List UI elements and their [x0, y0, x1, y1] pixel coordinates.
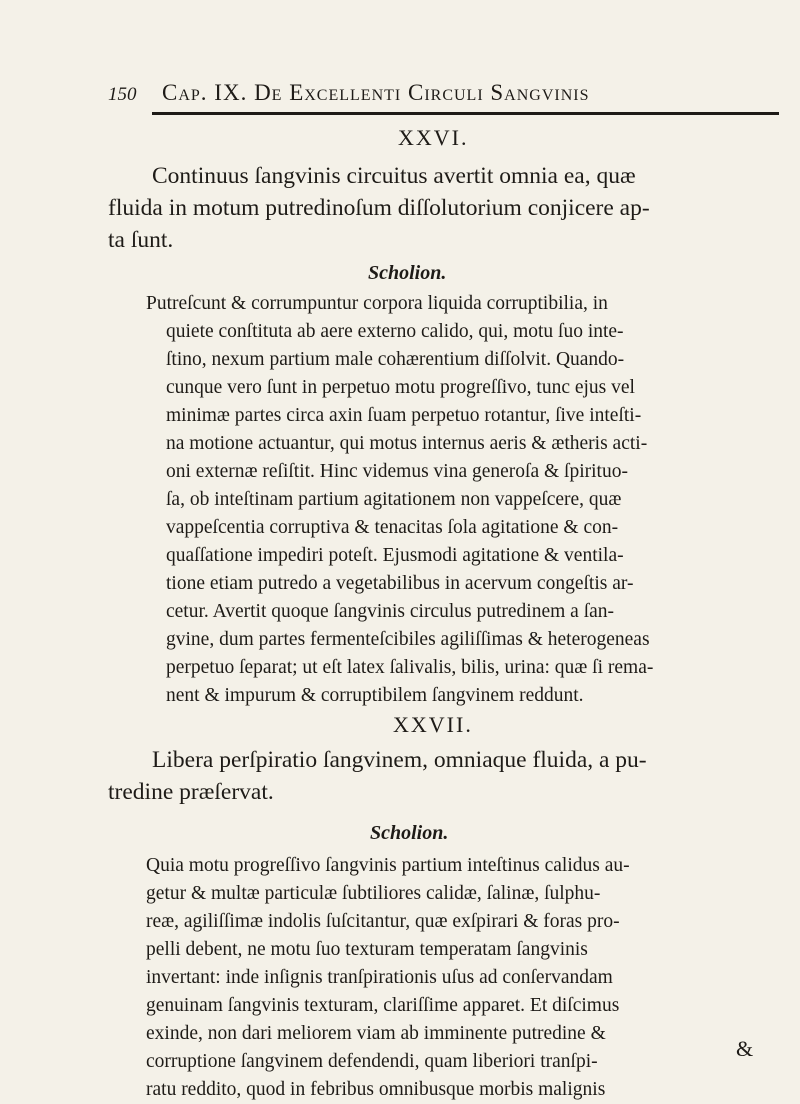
scholion-line: vappeſcentia corruptiva & tenacitas ſola agitatione & con- — [166, 517, 619, 538]
running-head — [108, 80, 778, 116]
scholion-line: pelli debent, ne motu ſuo texturam temperatam ſangvinis — [146, 939, 588, 960]
catchword: & — [736, 1036, 754, 1061]
header-rule — [152, 112, 779, 115]
chapter-title: Cap. IX. De Excellenti Circuli Sangvinis — [162, 80, 590, 105]
scholion-line: ſa, ob inteſtinam partium agitationem non vappeſcere, quæ — [166, 489, 622, 510]
scholion-line: tione etiam putredo a vegetabilibus in acervum congeſtis ar- — [166, 573, 634, 594]
scholion-line: ſtino, nexum partium male cohærentium diſſolvit. Quando- — [166, 349, 625, 370]
section-numeral-26: XXVI. — [398, 125, 469, 150]
scholion-line: quaſſatione impediri poteſt. Ejusmodi agitatione & ventila- — [166, 545, 624, 566]
section-numeral-27: XXVII. — [393, 712, 473, 737]
scholion-line: cetur. Avertit quoque ſangvinis circulus putredinem a ſan- — [166, 601, 615, 622]
scholion-line: Putreſcunt & corrumpuntur corpora liquida corruptibilia, in — [146, 293, 608, 314]
page-number: 150 — [108, 84, 137, 105]
scholion-line: genuinam ſangvinis texturam, clariſſime apparet. Et diſcimus — [146, 995, 620, 1016]
scholion-line: invertant: inde inſignis tranſpirationis uſus ad conſervandam — [146, 967, 613, 988]
scholion-line: nent & impurum & corruptibilem ſangvinem reddunt. — [166, 685, 584, 706]
proposition-line: Libera perſpiratio ſangvinem, omniaque fluida, a pu- — [152, 747, 647, 773]
scholion-title-26: Scholion. — [368, 262, 447, 284]
scholion-26 — [108, 290, 788, 710]
scholion-line: perpetuo ſeparat; ut eſt latex ſalivalis, bilis, urina: quæ ſi rema- — [166, 657, 654, 678]
scholion-line: oni externæ reſiſtit. Hinc videmus vina generoſa & ſpirituo- — [166, 461, 628, 482]
proposition-line: fluida in motum putredinoſum diſſolutorium conjicere ap- — [108, 195, 650, 221]
proposition-line: Continuus ſangvinis circuitus avertit omnia ea, quæ — [152, 163, 636, 189]
scholion-line: quiete conſtituta ab aere externo calido, qui, motu ſuo inte- — [166, 321, 624, 342]
scholion-27 — [108, 852, 788, 1104]
scholion-title-27: Scholion. — [370, 822, 449, 844]
scholion-line: getur & multæ particulæ ſubtiliores calidæ, ſalinæ, ſulphu- — [146, 883, 601, 904]
scholion-line: Quia motu progreſſivo ſangvinis partium inteſtinus calidus au- — [146, 855, 630, 876]
scholion-line: corruptione ſangvinem defendendi, quam liberiori tranſpi- — [146, 1051, 598, 1072]
scholion-line: cunque vero ſunt in perpetuo motu progreſſivo, tunc ejus vel — [166, 377, 635, 398]
scholion-line: exinde, non dari meliorem viam ab imminente putredine & — [146, 1023, 606, 1044]
scholion-line: ratu reddito, quod in febribus omnibusque morbis malignis — [146, 1079, 606, 1100]
scholion-line: minimæ partes circa axin ſuam perpetuo rotantur, ſive inteſti- — [166, 405, 642, 426]
proposition-line: ta ſunt. — [108, 227, 174, 253]
proposition-27 — [108, 744, 788, 808]
proposition-line: tredine præſervat. — [108, 779, 274, 805]
scholion-line: gvine, dum partes fermenteſcibiles agiliſſimas & heterogeneas — [166, 629, 650, 650]
proposition-26 — [108, 160, 788, 256]
scholion-line: reæ, agiliſſimæ indolis ſuſcitantur, quæ exſpirari & foras pro- — [146, 911, 620, 932]
scholion-line: na motione actuantur, qui motus internus aeris & ætheris acti- — [166, 433, 648, 454]
